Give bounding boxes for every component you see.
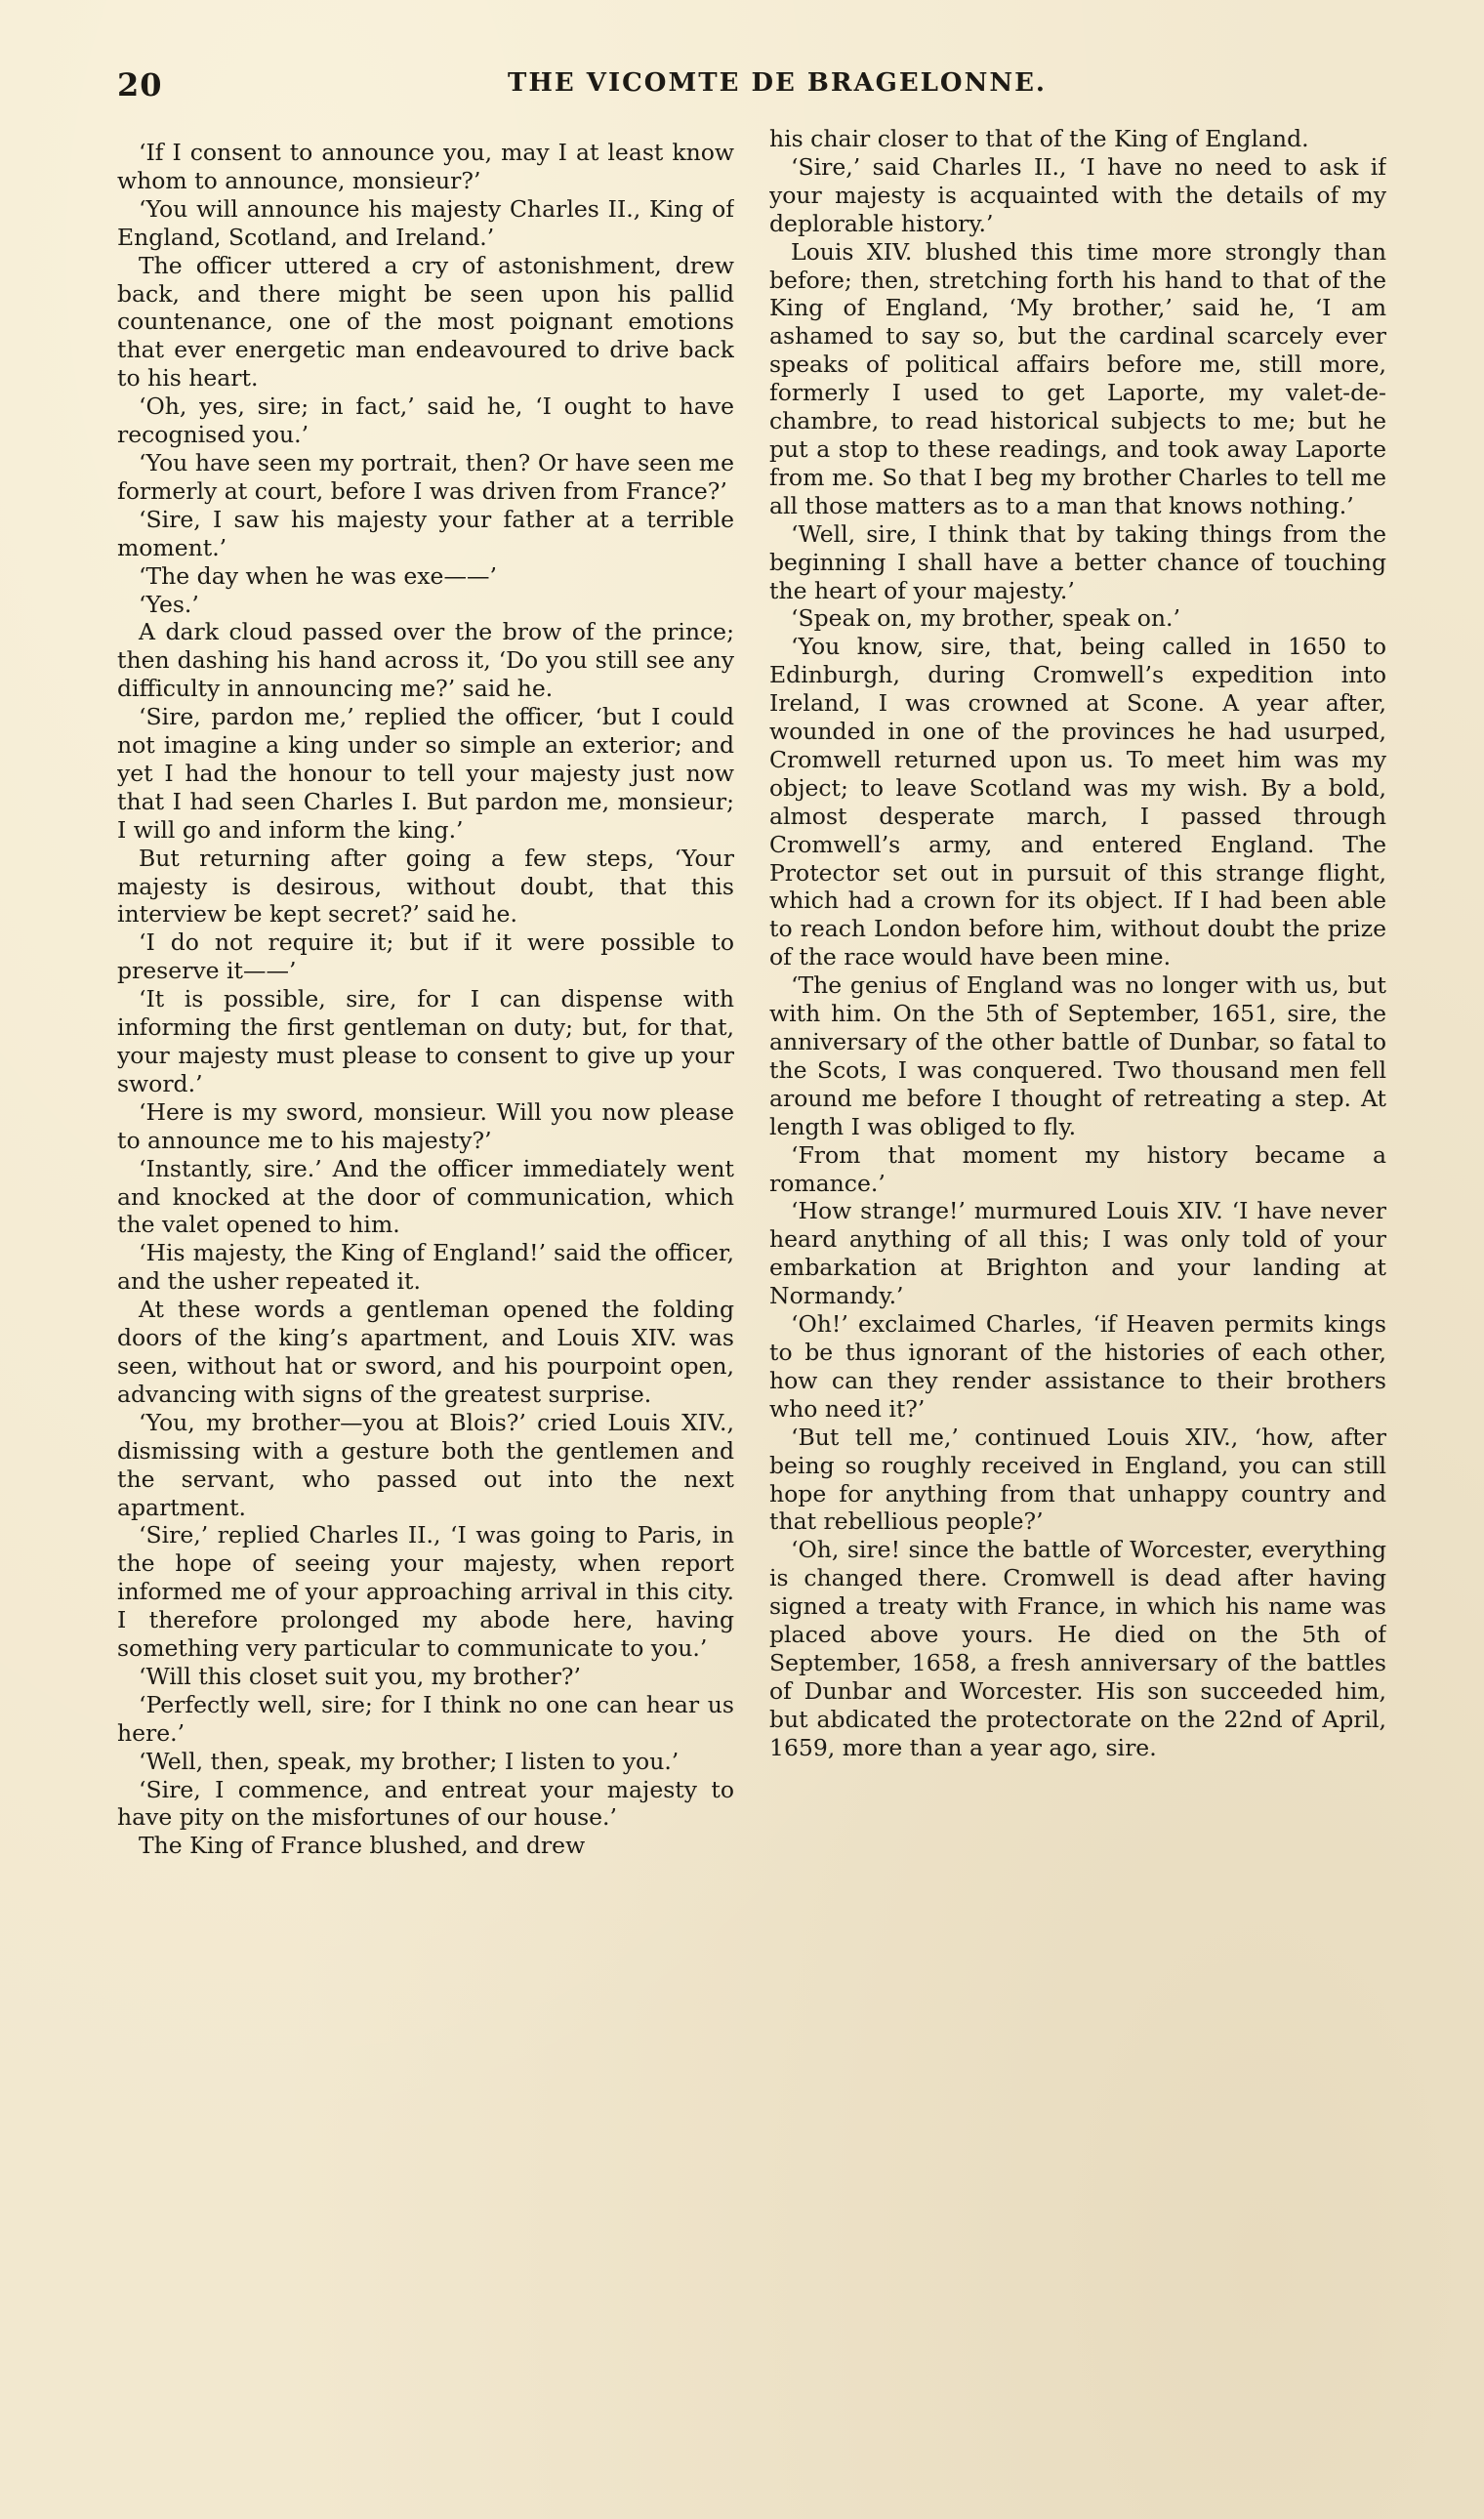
paragraph: his chair closer to that of the King of England. [769,125,1309,152]
paragraph: ‘I do not require it; but if it were possible to preserve it——’ [117,929,734,985]
paragraph: ‘It is possible, sire, for I can dispense with informing the first gentleman on duty; but, for that, your majesty must please to consent to give up your sword.’ [117,985,734,1097]
paragraph: ‘Sire, pardon me,’ replied the officer, ‘but I could not imagine a king under so simple an exterior; and yet I had the honour to tell your majesty just now that I had seen Charles I. But pardon me, monsieur; I will go and inform the king.’ [117,703,734,844]
paragraph: A dark cloud passed over the brow of the prince; then dashing his hand across it, ‘Do you still see any difficulty in announcing me?’ said he. [117,618,734,703]
paragraph: ‘Well, then, speak, my brother; I listen to you.’ [139,1747,680,1775]
paragraph: ‘If I consent to announce you, may I at least know whom to announce, monsieur?’ [117,139,734,194]
running-title: THE VICOMTE DE BRAGELONNE. [508,68,1047,98]
paragraph: ‘Sire,’ replied Charles II., ‘I was going to Paris, in the hope of seeing your majesty, when report informed me of your approaching arrival in this city. I therefore prolonged my abode here, having something very particular to communicate to you.’ [117,1521,734,1663]
paragraph: ‘Oh, yes, sire; in fact,’ said he, ‘I ought to have recognised you.’ [117,392,734,449]
paragraph: ‘Yes.’ [139,590,199,618]
paragraph: ‘You have seen my portrait, then? Or have seen me formerly at court, before I was driven from France?’ [117,448,734,505]
paragraph: ‘Instantly, sire.’ And the officer immediately went and knocked at the door of communication, which the valet opened to him. [117,1154,734,1239]
paragraph: ‘Well, sire, I think that by taking things from the beginning I shall have a better chance of touching the heart of your majesty.’ [769,519,1386,604]
paragraph: ‘Here is my sword, monsieur. Will you now please to announce me to his majesty?’ [117,1097,734,1154]
paragraph: ‘You, my brother—you at Blois?’ cried Louis XIV., dismissing with a gesture both the gentlemen and the servant, who passed out into the next apartment. [117,1408,734,1521]
paragraph: ‘Will this closet suit you, my brother?’ [139,1662,581,1690]
paragraph: ‘The day when he was exe——’ [139,561,497,590]
paragraph: ‘You know, sire, that, being called in 1650 to Edinburgh, during Cromwell’s expedition into Ireland, I was crowned at Scone. A year after, wounded in one of the provinces he had usurped, Cromwell returned upon us. To meet him was my object; to leave Scotland was my wish. By a bold, almost desperate march, I passed through Cromwell’s army, and entered England. The Protector set out in pursuit of this strange flight, which had a crown for its object. If I had been able to reach London before him, without doubt the prize of the race would have been mine. [769,633,1386,971]
paragraph: The King of France blushed, and drew [139,1832,586,1860]
paragraph: ‘From that moment my history became a romance.’ [769,1140,1386,1197]
paragraph: ‘How strange!’ murmured Louis XIV. ‘I have never heard anything of all this; I was only told of your embarkation at Brighton and your landing at Normandy.’ [769,1197,1386,1310]
paragraph: ‘Perfectly well, sire; for I think no one can hear us here.’ [117,1690,734,1747]
right-column [769,125,1386,2371]
paragraph: Louis XIV. blushed this time more strongly than before; then, stretching forth his hand to that of the King of England, ‘My brother,’ said he, ‘I am ashamed to say so, but the cardinal scarcely ever speaks of political affairs before me, still more, formerly I used to get Laporte, my valet-de-chambre, to read historical subjects to me; but he put a stop to these readings, and took away Laporte from me. So that I beg my brother Charles to tell me all those matters as to a man that knows nothing.’ [769,237,1386,519]
paragraph: ‘You will announce his majesty Charles II., King of England, Scotland, and Ireland.’ [117,194,734,251]
page-header [117,66,1406,115]
left-column [117,139,734,2384]
paragraph: ‘The genius of England was no longer with us, but with him. On the 5th of September, 1651, sire, the anniversary of the other battle of Dunbar, so fatal to the Scots, I was conquered. Two thousand men fell around me before I thought of retreating a step. At length I was obliged to fly. [769,971,1386,1140]
paragraph: ‘Oh, sire! since the battle of Worcester, everything is changed there. Cromwell is dead after having signed a treaty with France, in which his name was placed above yours. He died on the 5th of September, 1658, a fresh anniversary of the battles of Dunbar and Worcester. His son succeeded him, but abdicated the protectorate on the 22nd of April, 1659, more than a year ago, sire. [769,1536,1386,1761]
paragraph: ‘Sire, I saw his majesty your father at a terrible moment.’ [117,505,734,561]
paragraph: ‘Sire,’ said Charles II., ‘I have no need to ask if your majesty is acquainted with the details of my deplorable history.’ [769,152,1386,237]
page-number: 20 [117,66,163,103]
paragraph: ‘His majesty, the King of England!’ said the officer, and the usher repeated it. [117,1239,734,1296]
paragraph: ‘But tell me,’ continued Louis XIV., ‘how, after being so roughly received in England, you can still hope for anything from that unhappy country and that rebellious people?’ [769,1423,1386,1536]
paragraph: The officer uttered a cry of astonishment, drew back, and there might be seen upon his pallid countenance, one of the most poignant emotions that ever energetic man endeavoured to drive back to his heart. [117,251,734,392]
paragraph: But returning after going a few steps, ‘Your majesty is desirous, without doubt, that this interview be kept secret?’ said he. [117,844,734,929]
paragraph: ‘Oh!’ exclaimed Charles, ‘if Heaven permits kings to be thus ignorant of the histories of each other, how can they render assistance to their brothers who need it?’ [769,1310,1386,1423]
paragraph: At these words a gentleman opened the folding doors of the king’s apartment, and Louis XIV. was seen, without hat or sword, and his pourpoint open, advancing with signs of the greatest surprise. [117,1296,734,1408]
paragraph: ‘Sire, I commence, and entreat your majesty to have pity on the misfortunes of our house.’ [117,1775,734,1832]
paragraph: ‘Speak on, my brother, speak on.’ [791,604,1180,633]
